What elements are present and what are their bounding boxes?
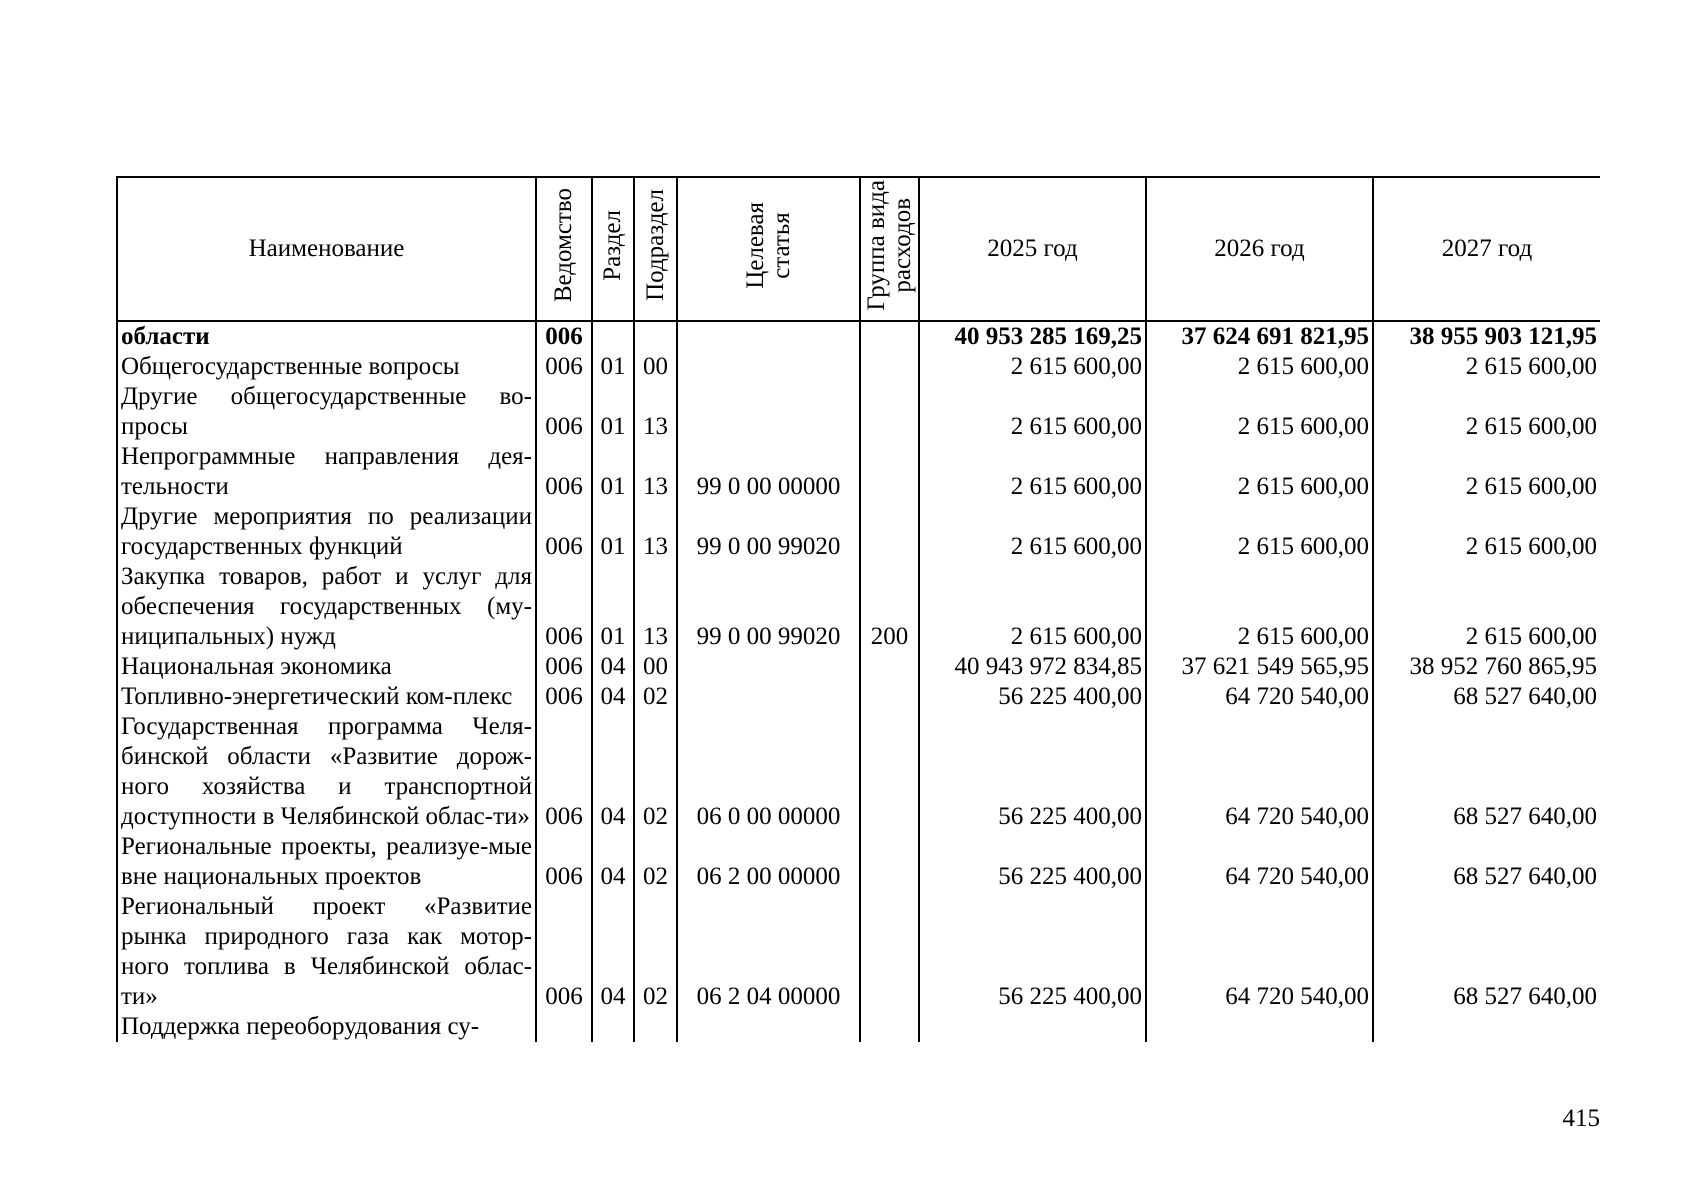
- cell-year-2025: 2 615 600,00: [919, 562, 1146, 652]
- cell-podrazdel: 13: [634, 382, 677, 442]
- header-year-2025: 2025 год: [919, 177, 1146, 321]
- cell-razdel: 04: [592, 832, 634, 892]
- cell-vedomstvo: 006: [536, 832, 592, 892]
- table-row: [117, 832, 1600, 892]
- cell-expense-group: [860, 442, 919, 502]
- cell-year-2026: 37 624 691 821,95: [1146, 321, 1373, 352]
- cell-year-2026: [1146, 1012, 1373, 1042]
- cell-year-2027: 2 615 600,00: [1373, 442, 1600, 502]
- cell-year-2027: [1373, 1012, 1600, 1042]
- cell-name: Поддержка переоборудования су-: [117, 1012, 536, 1042]
- cell-year-2027: 38 955 903 121,95: [1373, 321, 1600, 352]
- cell-podrazdel: 02: [634, 712, 677, 832]
- cell-razdel: 04: [592, 682, 634, 712]
- cell-year-2027: 2 615 600,00: [1373, 562, 1600, 652]
- cell-year-2025: 40 953 285 169,25: [919, 321, 1146, 352]
- cell-name: Государственная программа Челя-бинской области «Развитие дорож-ного хозяйства и транспортной доступности в Челябинской облас-ти»: [117, 712, 536, 832]
- cell-year-2025: 40 943 972 834,85: [919, 652, 1146, 682]
- cell-year-2027: 2 615 600,00: [1373, 352, 1600, 382]
- header-year-2027: 2027 год: [1373, 177, 1600, 321]
- table-header-row: [117, 177, 1600, 321]
- cell-year-2026: 2 615 600,00: [1146, 352, 1373, 382]
- cell-name: Другие мероприятия по реализации государственных функций: [117, 502, 536, 562]
- cell-target-article: [677, 321, 860, 352]
- header-year-2026: 2026 год: [1146, 177, 1373, 321]
- cell-podrazdel: 02: [634, 832, 677, 892]
- table-row: [117, 1012, 1600, 1042]
- cell-year-2025: 2 615 600,00: [919, 352, 1146, 382]
- table-row: [117, 712, 1600, 832]
- cell-target-article: 06 0 00 00000: [677, 712, 860, 832]
- header-expense-group: Группа вида расходов: [860, 177, 919, 321]
- cell-expense-group: [860, 832, 919, 892]
- header-name: Наименование: [117, 177, 536, 321]
- cell-target-article: [677, 382, 860, 442]
- cell-podrazdel: 00: [634, 652, 677, 682]
- cell-year-2026: 2 615 600,00: [1146, 382, 1373, 442]
- cell-razdel: 01: [592, 352, 634, 382]
- cell-target-article: 06 2 04 00000: [677, 892, 860, 1012]
- cell-vedomstvo: 006: [536, 502, 592, 562]
- cell-target-article: [677, 682, 860, 712]
- budget-table: [116, 176, 1600, 1042]
- header-razdel: Раздел: [592, 177, 634, 321]
- cell-target-article: [677, 1012, 860, 1042]
- cell-vedomstvo: 006: [536, 892, 592, 1012]
- table-row: [117, 321, 1600, 352]
- cell-target-article: 99 0 00 99020: [677, 562, 860, 652]
- cell-vedomstvo: 006: [536, 682, 592, 712]
- cell-name: Региональный проект «Развитие рынка природного газа как мотор-ного топлива в Челябинской облас-ти»: [117, 892, 536, 1012]
- cell-vedomstvo: 006: [536, 442, 592, 502]
- cell-target-article: 99 0 00 00000: [677, 442, 860, 502]
- cell-name: Другие общегосударственные во-просы: [117, 382, 536, 442]
- table-body: [117, 321, 1600, 1042]
- table-row: [117, 502, 1600, 562]
- table-row: [117, 442, 1600, 502]
- cell-year-2026: 64 720 540,00: [1146, 682, 1373, 712]
- cell-year-2025: 56 225 400,00: [919, 832, 1146, 892]
- table-row: [117, 562, 1600, 652]
- cell-razdel: 04: [592, 712, 634, 832]
- cell-vedomstvo: 006: [536, 352, 592, 382]
- cell-year-2025: 2 615 600,00: [919, 442, 1146, 502]
- cell-podrazdel: [634, 321, 677, 352]
- cell-year-2027: 68 527 640,00: [1373, 712, 1600, 832]
- cell-expense-group: [860, 1012, 919, 1042]
- cell-expense-group: [860, 892, 919, 1012]
- cell-target-article: 06 2 00 00000: [677, 832, 860, 892]
- cell-year-2027: 2 615 600,00: [1373, 382, 1600, 442]
- table-row: [117, 682, 1600, 712]
- cell-year-2027: 38 952 760 865,95: [1373, 652, 1600, 682]
- cell-year-2025: 2 615 600,00: [919, 382, 1146, 442]
- cell-podrazdel: 13: [634, 562, 677, 652]
- cell-razdel: 04: [592, 892, 634, 1012]
- cell-expense-group: [860, 712, 919, 832]
- cell-vedomstvo: 006: [536, 562, 592, 652]
- cell-year-2027: 68 527 640,00: [1373, 892, 1600, 1012]
- cell-podrazdel: 13: [634, 502, 677, 562]
- cell-year-2026: 37 621 549 565,95: [1146, 652, 1373, 682]
- cell-expense-group: [860, 502, 919, 562]
- cell-target-article: 99 0 00 99020: [677, 502, 860, 562]
- table-row: [117, 352, 1600, 382]
- cell-year-2026: 64 720 540,00: [1146, 892, 1373, 1012]
- cell-name: Региональные проекты, реализуе-мые вне национальных проектов: [117, 832, 536, 892]
- cell-year-2025: [919, 1012, 1146, 1042]
- cell-vedomstvo: 006: [536, 712, 592, 832]
- cell-expense-group: [860, 321, 919, 352]
- cell-razdel: [592, 1012, 634, 1042]
- cell-target-article: [677, 652, 860, 682]
- table-row: [117, 382, 1600, 442]
- cell-year-2027: 2 615 600,00: [1373, 502, 1600, 562]
- header-target-article: Целевая статья: [677, 177, 860, 321]
- cell-year-2027: 68 527 640,00: [1373, 832, 1600, 892]
- cell-year-2027: 68 527 640,00: [1373, 682, 1600, 712]
- cell-razdel: 01: [592, 562, 634, 652]
- table-row: [117, 652, 1600, 682]
- cell-vedomstvo: 006: [536, 382, 592, 442]
- cell-expense-group: [860, 382, 919, 442]
- cell-vedomstvo: 006: [536, 321, 592, 352]
- table-row: [117, 892, 1600, 1012]
- cell-year-2025: 56 225 400,00: [919, 712, 1146, 832]
- cell-year-2025: 56 225 400,00: [919, 892, 1146, 1012]
- header-podrazdel: Подраздел: [634, 177, 677, 321]
- cell-year-2026: 2 615 600,00: [1146, 502, 1373, 562]
- cell-name: Национальная экономика: [117, 652, 536, 682]
- cell-expense-group: [860, 352, 919, 382]
- cell-podrazdel: [634, 1012, 677, 1042]
- cell-name: области: [117, 321, 536, 352]
- cell-name: Непрограммные направления дея-тельности: [117, 442, 536, 502]
- page-number: 415: [1562, 1105, 1600, 1132]
- cell-vedomstvo: 006: [536, 652, 592, 682]
- cell-target-article: [677, 352, 860, 382]
- cell-expense-group: [860, 652, 919, 682]
- cell-name: Закупка товаров, работ и услуг для обеспечения государственных (му-ниципальных) нужд: [117, 562, 536, 652]
- cell-year-2026: 2 615 600,00: [1146, 442, 1373, 502]
- cell-podrazdel: 00: [634, 352, 677, 382]
- cell-year-2025: 56 225 400,00: [919, 682, 1146, 712]
- cell-vedomstvo: [536, 1012, 592, 1042]
- header-vedomstvo: Ведомство: [536, 177, 592, 321]
- cell-razdel: 01: [592, 382, 634, 442]
- cell-razdel: 01: [592, 502, 634, 562]
- cell-year-2026: 64 720 540,00: [1146, 712, 1373, 832]
- cell-year-2026: 64 720 540,00: [1146, 832, 1373, 892]
- cell-podrazdel: 02: [634, 892, 677, 1012]
- cell-razdel: [592, 321, 634, 352]
- cell-podrazdel: 02: [634, 682, 677, 712]
- cell-year-2025: 2 615 600,00: [919, 502, 1146, 562]
- cell-name: Общегосударственные вопросы: [117, 352, 536, 382]
- cell-year-2026: 2 615 600,00: [1146, 562, 1373, 652]
- cell-razdel: 04: [592, 652, 634, 682]
- cell-razdel: 01: [592, 442, 634, 502]
- cell-podrazdel: 13: [634, 442, 677, 502]
- cell-expense-group: [860, 682, 919, 712]
- cell-name: Топливно-энергетический ком-плекс: [117, 682, 536, 712]
- cell-expense-group: 200: [860, 562, 919, 652]
- budget-table-area: [116, 176, 1600, 1102]
